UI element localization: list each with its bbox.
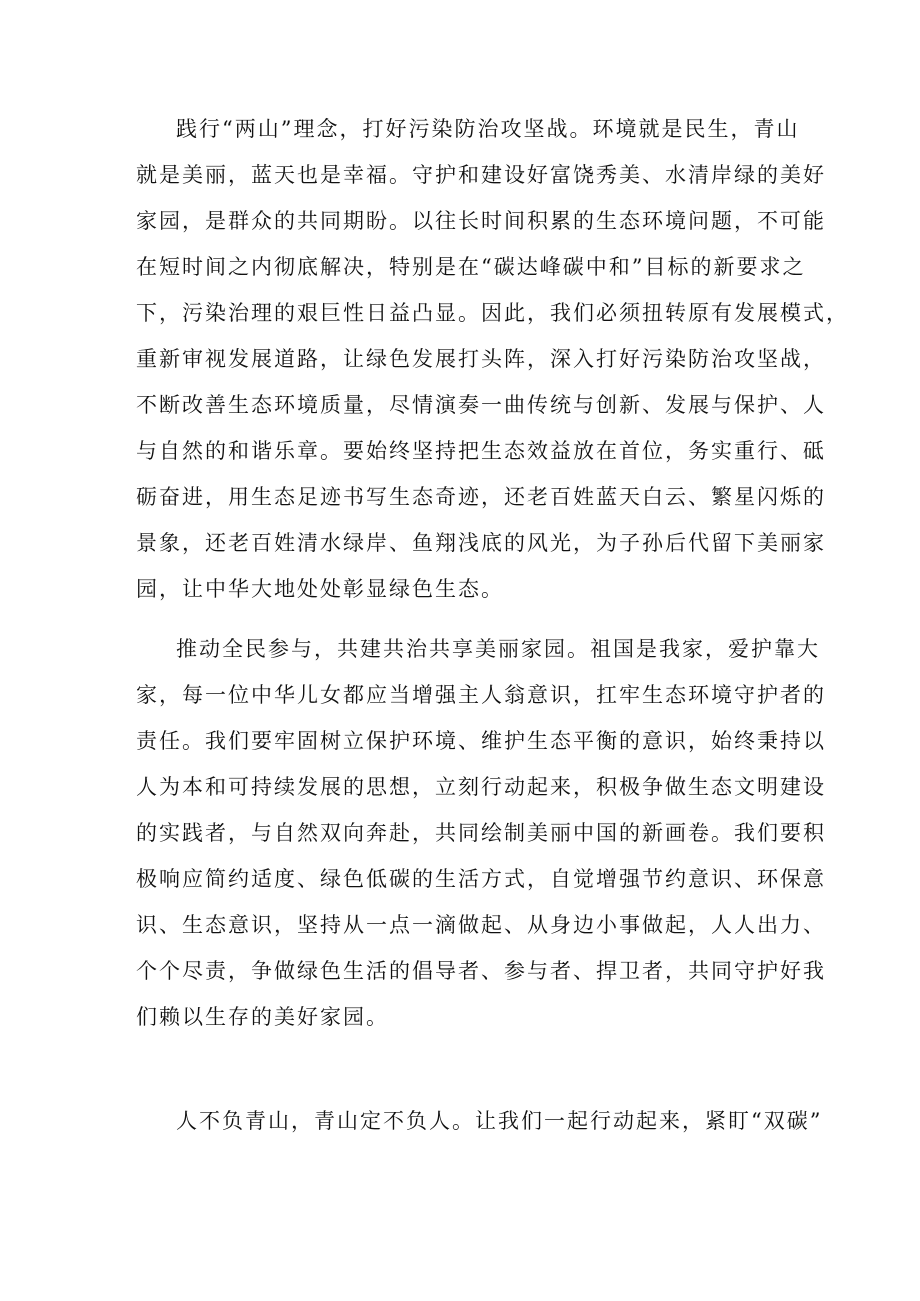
paragraph-line: 人为本和可持续发展的思想，立刻行动起来，积极争做生态文明建设 bbox=[136, 775, 826, 799]
paragraph-line: 重新审视发展道路，让绿色发展打头阵，深入打好污染防治攻坚战， bbox=[136, 347, 826, 371]
paragraph-line: 极响应简约适度、绿色低碳的生活方式，自觉增强节约意识、环保意 bbox=[136, 867, 826, 891]
paragraph-line: 家，每一位中华儿女都应当增强主人翁意识，扛牢生态环境守护者的 bbox=[136, 683, 826, 707]
paragraph-line: 不断改善生态环境质量，尽情演奏一曲传统与创新、发展与保护、人 bbox=[136, 393, 826, 417]
paragraph-line: 识、生态意识，坚持从一点一滴做起、从身边小事做起，人人出力、 bbox=[136, 913, 826, 937]
paragraph-line: 推动全民参与，共建共治共享美丽家园。祖国是我家，爱护靠大 bbox=[176, 637, 820, 661]
paragraph-line: 下，污染治理的艰巨性日益凸显。因此，我们必须扭转原有发展模式， bbox=[136, 301, 849, 325]
paragraph-line: 践行“两山”理念，打好污染防治攻坚战。环境就是民生，青山 bbox=[176, 117, 800, 141]
paragraph-line: 砺奋进，用生态足迹书写生态奇迹，还老百姓蓝天白云、繁星闪烁的 bbox=[136, 485, 826, 509]
paragraph-line: 们赖以生存的美好家园。 bbox=[136, 1005, 389, 1029]
paragraph-line: 个个尽责，争做绿色生活的倡导者、参与者、捍卫者，共同守护好我 bbox=[136, 959, 826, 983]
paragraph-line: 人不负青山，青山定不负人。让我们一起行动起来，紧盯“双碳” bbox=[176, 1109, 823, 1133]
paragraph-line: 景象，还老百姓清水绿岸、鱼翔浅底的风光，为子孙后代留下美丽家 bbox=[136, 531, 826, 555]
paragraph-line: 在短时间之内彻底解决，特别是在“碳达峰碳中和”目标的新要求之 bbox=[136, 255, 806, 279]
paragraph-line: 家园，是群众的共同期盼。以往长时间积累的生态环境问题，不可能 bbox=[136, 209, 826, 233]
paragraph-line: 就是美丽，蓝天也是幸福。守护和建设好富饶秀美、水清岸绿的美好 bbox=[136, 163, 826, 187]
paragraph-line: 的实践者，与自然双向奔赴，共同绘制美丽中国的新画卷。我们要积 bbox=[136, 821, 826, 845]
paragraph-line: 责任。我们要牢固树立保护环境、维护生态平衡的意识，始终秉持以 bbox=[136, 729, 826, 753]
paragraph-line: 与自然的和谐乐章。要始终坚持把生态效益放在首位，务实重行、砥 bbox=[136, 439, 826, 463]
paragraph-line: 园，让中华大地处处彰显绿色生态。 bbox=[136, 577, 504, 601]
